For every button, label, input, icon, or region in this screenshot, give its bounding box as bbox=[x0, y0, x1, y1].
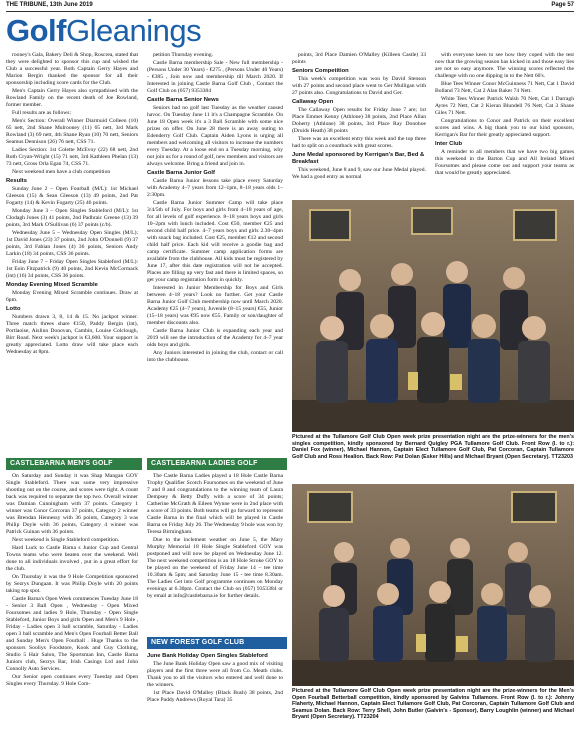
paragraph: Next weekend is Single Stableford competition. bbox=[12, 537, 120, 543]
paragraph: Castle Barna Junior Summer Camp will take place 3/4/5th of July. For boys and girls from 4–18 years of age, for all levels of golf experience. 8–18 years boys and girls 10–2pm with lunch included. Cost €50, member €25 and second child half price. 4–7 years boys and girls 2.30–4pm with snack bag included. Cost €25, member €12 and second child half price. Each kid will receive a goodie bag and camp certificate. Summer camp application forms are available from the clubhouse. All kids must be registered by June 17, after this date registration will not be accepted. Places are filling up very fast and there is limited spaces, so get your camp registration form in quickly. bbox=[147, 200, 283, 283]
group-photo-illustration bbox=[292, 200, 574, 432]
column-4 bbox=[435, 52, 574, 198]
inter-club-heading: Inter Club bbox=[435, 141, 463, 147]
page-number: Page 57 bbox=[551, 2, 574, 8]
paragraph: Seniors had no golf last Tuesday as the weather caused havoc. On Tuesday June 11 it's a Champagne Scramble. On June 18 Open week it's a 3 Ball Scramble with some nice prizes on offer. On June 28 there is an away outing to Edenderry Golf Club. Captain Aiden Lyons is urging all members and welcoming all visitors to increase the numbers every Tuesday. At a loose end on a Tuesday morning, why not join us for a round of golf, new members and visitors are always welcome. Bring a friend and join in. bbox=[147, 105, 283, 167]
paragraph: This week's competition was won by David Stenson with 27 points and second place went to Ger Mulligan with 27 points also. Congratulations to David and Ger. bbox=[292, 76, 426, 96]
paragraph: Men's Section: Overall Winner Diarmuid Colleen (10) 65 nett, 2nd Shane Mulrooney (11) 65 nett, 3rd Mark Rowland (3) 69 nett, 4th Shane Ryan (10) 70 nett, Seniors Seamus Dennison (26) 76 nett, CSS 71. bbox=[6, 118, 138, 145]
seniors-competition-heading: Seniors Competition bbox=[292, 68, 349, 74]
monday-heading: Monday Evening Mixed Scramble bbox=[6, 282, 98, 288]
paragraph: Castle Barna's Open Week commences Tuesday June 18 - Senior 3 Ball Open , Wednesday - Open Mixed Foursomes and ladies 9 Hole, Thursday - Open Single Stableford, Junior Boys and girls Open and Men's 9 Hole , Friday - Ladies open 3 ball scramble, Saturday - Ladies open 3 ball scramble and Men's Open Fourball Better Ball and Sunday Men's Open Fourball . Huge Thanks to the sponsors Sooliys Foodstore, Kook and Guy Clothing, Studio 5 Hair Salon, The Sportsman Inn, Castle Barna Juniors club, Sezrys Bar, Irish Casings Ltd and John Connolly Auto Services. bbox=[6, 596, 138, 672]
paragraph: Friday June 7 – Friday Open Singles Stableford (M/L): 1st Eoin Fitzpatrick (9) 40 points, 2nd Kevin McCormack (int) (16) 34 points, CSS 36 points. bbox=[6, 259, 138, 279]
bank-holiday-heading: June Bank Holiday Open Singles Stableford bbox=[147, 653, 268, 659]
paragraph: Blue Tees Winner Conor McGuinness 71 Nett, Cat 1 David Bolland 73 Nett, Cat 2 Alan Baker 74 Nett. bbox=[435, 81, 574, 94]
paragraph: petition Thursday evening. bbox=[153, 52, 214, 58]
ladies-golf-column bbox=[147, 473, 283, 635]
results-heading: Results bbox=[6, 178, 27, 184]
masthead-gleanings: Gleanings bbox=[66, 13, 202, 48]
paragraph: points, 3rd Place Damien O'Malley (Killeen Castle) 33 points bbox=[292, 52, 426, 65]
column-2 bbox=[147, 52, 283, 454]
paragraph: Ladies Section: 1st Colette McEvoy (22) 68 nett, 2nd Ruth Cryan-Wright (15) 71 nett, 3rd Kathleen Phelan (13) 73 nett, Gross Orla Egan 74, CSS 71. bbox=[6, 147, 138, 167]
paragraph: Men's Captain Gerry Hayes also sympathised with the Rowland Family on the recent death of Joe Rowland, former member. bbox=[6, 88, 138, 108]
junior-golf-heading: Castle Barna Junior Golf bbox=[147, 170, 215, 176]
paragraph: A reminder to all members that we have two big games this weekend in the Barton Cup and All Ireland Mixed Foursomes and please come out and support your teams as that would be greatly appreciated. bbox=[435, 149, 574, 176]
paragraph: with everyone keen to see how they coped with the test now that the growing season has kicked in and those easy lies are not so easy anymore. The winning scores reflected the challenge with no one dipping in to the Nett 60's. bbox=[435, 52, 574, 79]
publication-date: THE TRIBUNE, 13th June 2019 bbox=[6, 2, 93, 8]
paragraph: White Tees Winner Patrick Walsh 70 Nett, Cat 1 Darragh Ayres 72 Nett, Cat 2 Kieran Blundell 76 Nett, Cat 3 Shane Giles 71 Nett. bbox=[435, 96, 574, 116]
paragraph: The Castle Barna Ladies played a 18 Hole Castle Barna Trophy Qualifier Scotch Foursomes on the weekend of June 7 and 8 and congratulations to the winning team of Laura Dempsey & Betty Duffy with a score of 34 points; Catherine McGrath & Eileen Wynne were in 2nd place with a score of 33 points. Both teams will go forward to represent Castle Barna in the final which will be played in Castle Barna on Friday July 26. The Wednesday 9 hole was won by Teresa Birmingham. bbox=[147, 473, 283, 535]
group-photo-illustration-2 bbox=[292, 484, 574, 686]
paragraph: The June Bank Holiday Open saw a good mix of visiting players and the first three were all from Co. Meath clubs. Thank you to all the visitors who entered and well done to the winners. bbox=[147, 661, 283, 688]
paragraph: Interested in Junior Membership for Boys and Girls between 4–18 years? Look no further. Get your Castle Barna Junior Golf Club membership now until March 2020. Academy €25 (4–7 years), Juvenile (8–15 years) €55, Junior (15–18 years) was €95 now €55. Family or son/daughter of member discounts also. bbox=[147, 285, 283, 326]
paragraph: Sunday June 2 – Open Fourball (M/L): 1st Michael Gleeson (15) & Sean Gleeson (13) 49 points, 2nd Pat Fogarty (14) & Kevin Fogarty (25) 46 points. bbox=[6, 186, 138, 206]
paragraph: Monday June 3 – Open Singles Stableford (M/L): 1st Clodagh Jones (3) 41 points, 2nd Padhraic Greene (13) 39 points, 3rd Mark O'Sullivan (6) 37 points (c/b). bbox=[6, 208, 138, 228]
paragraph: On Thursday it was the 9 Hole Competition sponsored by Sezrys Dungaan. It was Philip Doyle with 20 points taking top spot. bbox=[6, 574, 138, 594]
paragraph: Wednesday June 5 – Wednesday Open Singles (M/L): 1st David Jones (23) 37 points, 2nd John O'Donnell (9) 37 points, 3rd Fabian Jones (4) 36 points, Seniors Andy Larkin (18) 34 points, CSS 36 points. bbox=[6, 230, 138, 257]
paragraph: Monday Evening Mixed Scramble continues. Draw at 6pm. bbox=[6, 290, 138, 303]
callaway-heading: Callaway Open bbox=[292, 99, 334, 105]
paragraph: Due to the inclement weather on June 5, the Mary Murphy Memorial 18 Hole Single Stableford GOY was postponed and will now be played on Wednesday June 12. The next weekend competition is an 18 Hole Stroke GOY to be played on the weekend of Friday June 14 – tee time 10.30am & 5pm; and Saturday June 15 - tee time 8.30am. The Ladies Get into Golf programme continues on Monday evenings at 6.30pm. Contact the Club on (057) 9353384 or by email at info@castlebarna.ie for further details. bbox=[147, 537, 283, 599]
paragraph: Any Juniors interested in joining the club, contact or call into the clubhouse. bbox=[147, 350, 283, 363]
masthead-golf: Golf bbox=[6, 13, 66, 48]
paragraph: On Saturday and Sunday it was Shap Mangan GOY Single Stableford. There was some very impressive shooting out on the course, and scores were tight. A count back was required to separate the top two. Overall winner was Damian Cunningham with 37 points. Category 1 winner was Conor Corcoran 37 points, Category 2 winner was Brendan Hennessy with 36 points, Category 3 was Philip Doyle with 36 points, Category 4 winner was Patrick Guinan with 36 points. bbox=[6, 473, 138, 535]
ladies-golf-banner: CASTLEBARNA LADIES GOLF bbox=[147, 458, 287, 470]
header-rule bbox=[6, 11, 574, 12]
paragraph: Congratulations to Conor and Patrick on their excellent scores and wins. A big thank you to our kind sponsors, Kerrigan's Bar for their greatly appreciated support. bbox=[435, 118, 574, 138]
paragraph: Our Senior open continues every Tuesday and Open Singles every Thursday. 9 Hole Com- bbox=[6, 674, 138, 687]
column-1 bbox=[6, 52, 138, 454]
paragraph: There was an excellent entry this week and the top three had to split on a countback with great scores. bbox=[292, 136, 426, 149]
prize-winners-photo-1 bbox=[292, 200, 574, 432]
prize-winners-photo-2 bbox=[292, 484, 574, 686]
photo-1-caption: Pictured at the Tullamore Golf Club Open week prize presentation night are the prize-winners for the men's singles competition, kindly sponsored by Bernard Quigley PGA Tullamore Golf Club. Front Row (l. to r.): Daniel Fox (winner), Michael Hannon, Captain Elect Tullamore Golf Club, Pat Corcoran, Captain Tullamore Golf Club and Ross Healion. Back Row: Pat Dolan (Esker Hills) and Michael Bryant (Open Secretary). TT23203 bbox=[292, 434, 574, 460]
paragraph: 1st Place David O'Malley (Black Bush) 38 points, 2nd Place Paddy Andrews (Royal Tara) 35 bbox=[147, 690, 283, 703]
lotto-heading: Lotto bbox=[6, 306, 21, 312]
photo-2-caption: Pictured at the Tullamore Golf Club Open week prize presentation night are the prize-winners for the Men's Open Fourball Betterball competition, kindly sponsored by Galvins Tullamore. Front Row (l. to r.): Johnny Flaherty, Michael Hannon, Captain Elect Tullamore Golf Club, Pat Corcoran, Captain Tullamore Golf Club and Seamus Dolan. Back Row: Terry Shell, John Butler (Galvin's - Sponsor), Barry Loughlin (winner) and Michael Bryant (Open Secretary). TT23204 bbox=[292, 688, 574, 721]
paragraph: Castle Barna Junior Club is expanding each year and 2019 will see the introduction of the Academy for 4–7 year olds boys and girls. bbox=[147, 328, 283, 348]
paragraph: This weekend, June 8 and 9, saw our June Medal played. We had a good entry as normal bbox=[292, 167, 426, 180]
paragraph: The Callaway Open results for Friday June 7 are; 1st Place Emmet Kenny (Athlone) 38 points, 2nd Place Allan Doherty (Athlone) 38 points, 3rd Place Ray Donohoe (Druids Heath) 38 points bbox=[292, 107, 426, 134]
paragraph: Castle Barna Junior lessons take place every Saturday with Academy 4–7 years from 12–1pm, 8–18 years olds 1–2:30pm. bbox=[147, 178, 283, 198]
mens-golf-column bbox=[6, 473, 138, 731]
column-3 bbox=[292, 52, 426, 198]
paragraph: Castle Barna membership Sale - New full membership - (Persons Under 30 Years) - €275 , (Persons Under 40 Years) - €385 , Join now and membership till March 2020. If Interested in joining Castle Barna Golf Club , Contact the Golf Club on (057) 9353384 bbox=[147, 60, 283, 94]
new-forest-column bbox=[147, 651, 283, 731]
paragraph: Next weekend men have a club competition bbox=[12, 169, 111, 175]
mens-golf-banner: CASTLEBARNA MEN'S GOLF bbox=[6, 458, 142, 470]
seniors-news-heading: Castle Barna Senior News bbox=[147, 97, 219, 103]
paragraph: Full results are as follows: bbox=[12, 110, 72, 116]
paragraph: Hard Luck to Castle Barna s Junior Cup and Central Towns teams who were beaten over the weekend. Well done to all individuals involved , put in a great effort for the club. bbox=[6, 545, 138, 572]
paragraph: Numbers drawn 3, 8, 14 & 15. No jackpot winner. Three match threes share €150, Paddy Bergin (int), Portlaoise, Aislinn Donovan, Cambin, Louise Colclough, Birr Road. Next week's jackpot is €3,600. Your support is greatly appreciated. Lotto draw will take place each Wednesday at 8pm. bbox=[6, 314, 138, 355]
section-masthead bbox=[6, 13, 201, 49]
june-medal-heading: June Medal sponsored by Kerrigan's Bar, Bed & Breakfast bbox=[292, 152, 425, 165]
paragraph: rooney's Gala, Bakery Deli & Shop, Roscrea, stated that they were delighted to sponsor this cup and wished the Club a successful year. Both Captain Gerry Hayes and Marion Bergin thanked the sponsor for all their sponsorship including score cards for the Club. bbox=[6, 52, 138, 86]
new-forest-banner: NEW FOREST GOLF CLUB bbox=[147, 637, 287, 649]
